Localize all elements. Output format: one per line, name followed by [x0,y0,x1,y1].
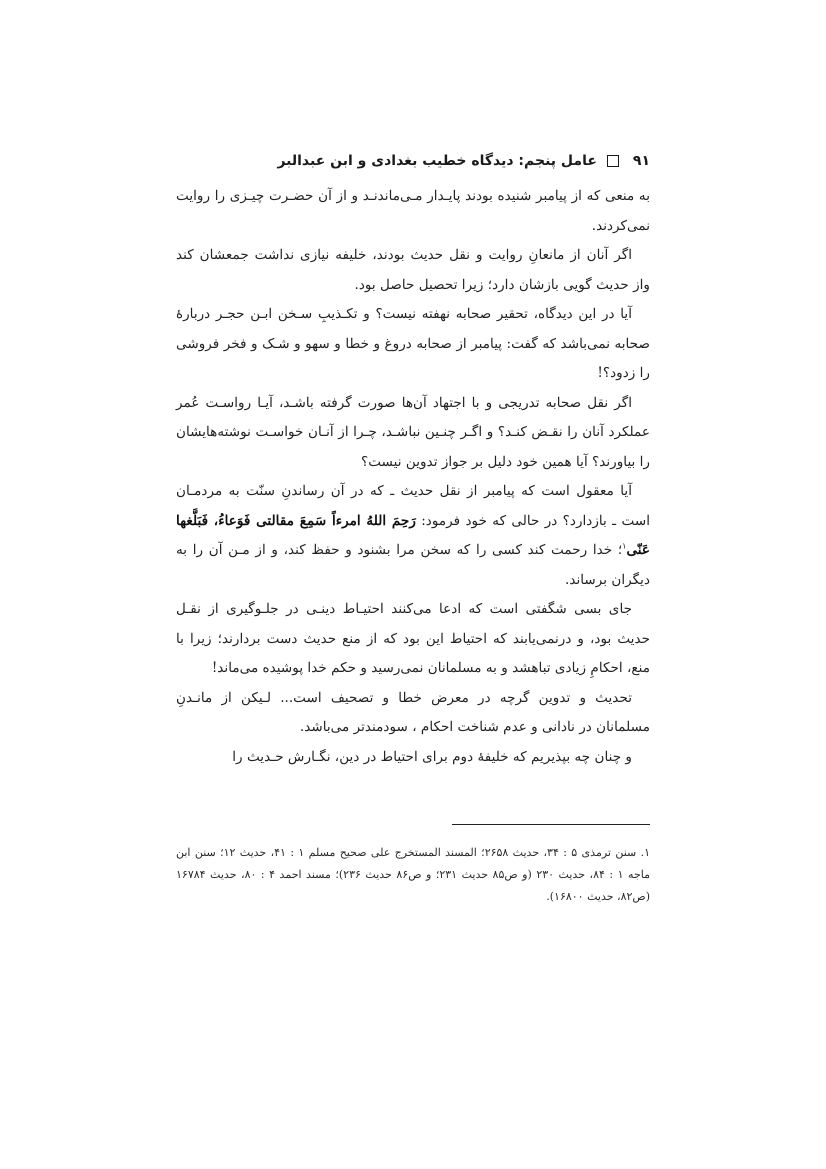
hadith-quote: رَحِمَ اللهُ امرءاً سَمِعَ مقالتی فَوَعاءُ، فَبَلَّغها عَنّی [176,512,650,558]
footnote-separator [452,824,650,825]
paragraph-3: آیا در این دیدگاه، تحقیر صحابه نهفته نیست؟ و تکـذیبِ سـخن ابـن حجـر دربارهٔ صحابه نمی‌باشد که گفت: پیامبر از صحابه دروغ و خطا و سهو و شـک و فخر فروشی را زدود؟! [176,306,650,381]
paragraph-6: جای بسی شگفتی است که ادعا می‌کنند احتیـاط دینـی در جلـوگیری از نقـل حدیث بود، و درنمی‌یابند که احتیاط این بود که از منع حدیث دست بردارند؛ زیرا با منع، احکامِ زیادی تباهشد و به مسلمانان نمی‌رسید و حکم خدا پوشیده می‌ماند! [176,601,650,676]
paragraph-5 [176,477,650,595]
paragraph-4: اگر نقل صحابه تدریجی و با اجتهاد آن‌ها صورت گرفته باشـد، آیـا رواسـت عُمر عملکرد آنان را نقـض کنـد؟ و اگـر چنـین نباشـد، چـرا از آنـان خواسـت نوشته‌هایشان را بیاورند؟ آیا همین خود دلیل بر جواز تدوین نیست؟ [176,394,650,470]
paragraph-7: تحدیث و تدوین گرچه در معرض خطا و تصحیف است... لـیکن از مانـدنِ مسلمانان در نادانی و عدم شناخت احکام ، سودمندتر می‌باشد. [176,689,650,735]
running-header [176,148,650,174]
chapter-title: عامل پنجم: دیدگاه خطیب بغدادی و ابن عبدالبر [277,153,597,169]
square-ornament-icon [607,155,619,167]
book-page [176,148,650,908]
paragraph-5-translation: ؛ خدا رحمت کند کسی را که سخن مرا بشنود و حفظ کند، و از مـن آن را به دیگران برساند. [176,542,650,588]
paragraph-1: به منعی که از پیامبر شنیده بودند پایـدار مـی‌ماندنـد و از آن حضـرت چیـزی را روایت نمی‌کردند. [176,188,650,234]
footnote-reference[interactable]: ۱ [622,541,627,551]
footnote: ۱. سنن ترمذی ۵ : ۳۴، حدیث ۲۶۵۸؛ المسند المستخرج علی صحیح مسلم ۱ : ۴۱، حدیث ۱۲؛ سنن ابن ماجه ۱ : ۸۴، حدیث ۲۳۰ (و ص۸۵ حدیث ۲۳۱؛ و ص۸۶ حدیث ۲۳۶)؛ مسند احمد ۴ : ۸۰، حدیث ۱۶۷۸۴ (ص۸۲، حدیث ۱۶۸۰۰). [176,846,651,903]
body-text [176,182,650,772]
paragraph-5-lead: آیا معقول است که پیامبر از نقل حدیث ـ که در آن رساندنِ سنّت به مردمـان است ـ بازدارد؟ در حالی که خود فرمود: [176,483,651,529]
page-number: ۹۱ [632,153,650,169]
paragraph-2: اگر آنان از مانعانِ روایت و نقل حدیث بودند، خلیفه نیازی نداشت جمعشان کند واز حدیث گویی بازشان دارد؛ زیرا تحصیل حاصل بود. [176,247,650,293]
paragraph-8: و چنان چه بپذیریم که خلیفهٔ دوم برای احتیاط در دین، نگـارش حـدیث را [232,748,632,765]
